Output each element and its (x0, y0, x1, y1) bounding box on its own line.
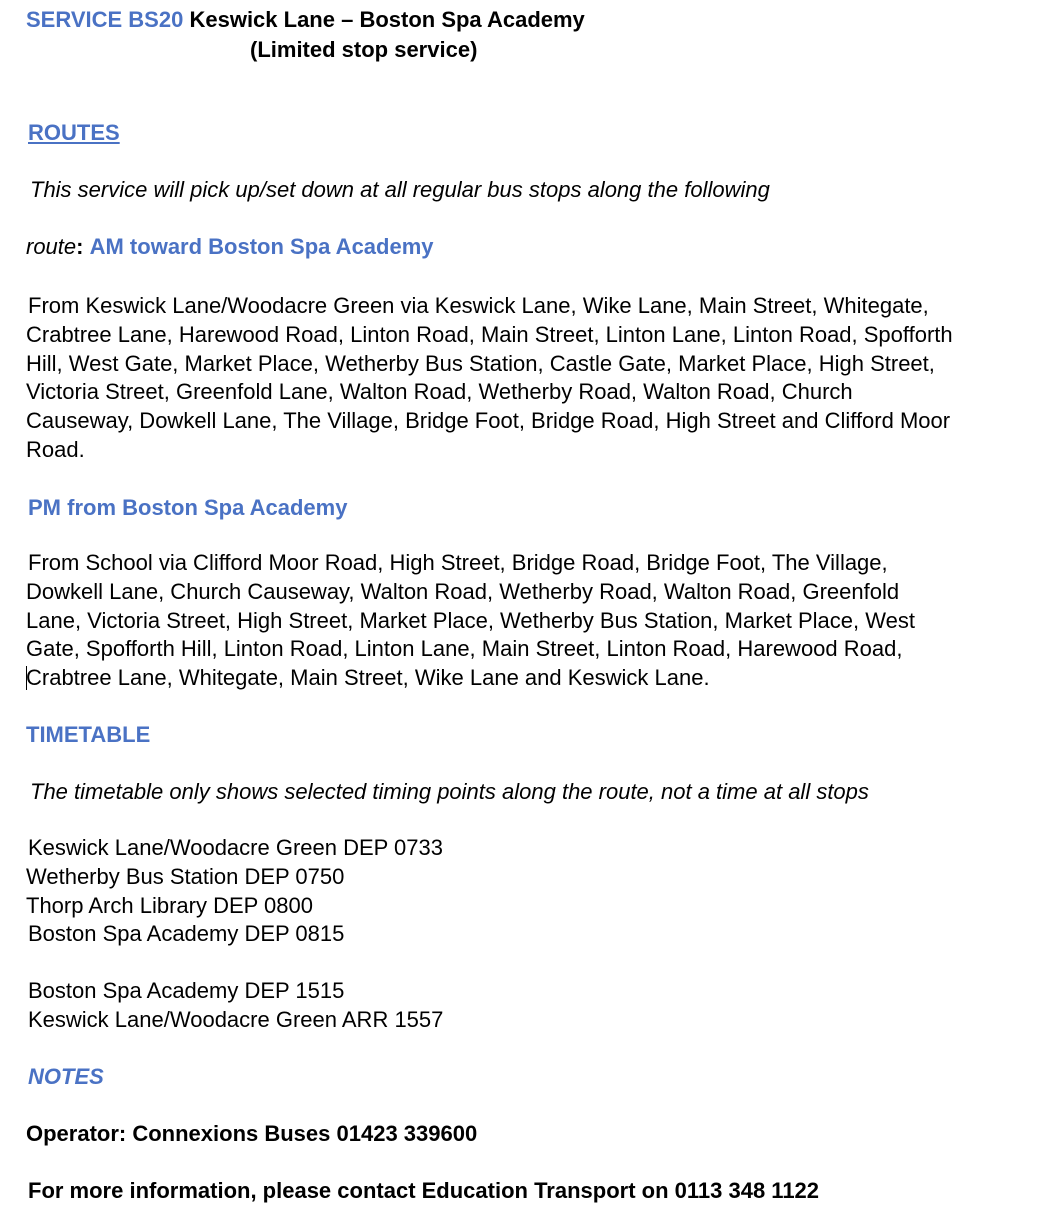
service-code: SERVICE BS20 (26, 7, 184, 32)
am-route-description (26, 292, 1040, 465)
notes-heading: NOTES (28, 1064, 104, 1089)
route-label: route (26, 234, 77, 259)
pm-route-line: Lane, Victoria Street, High Street, Market Place, Wetherby Bus Station, Market Place, West (26, 607, 915, 633)
am-route-line: Causeway, Dowkell Lane, The Village, Bridge Foot, Bridge Road, High Street and Clifford Moor (26, 408, 951, 434)
pm-route-line: Crabtree Lane, Whitegate, Main Street, Wike Lane and Keswick Lane. (26, 665, 710, 691)
pm-route-line: Gate, Spofforth Hill, Linton Road, Linton Lane, Main Street, Linton Road, Harewood Road, (26, 636, 903, 662)
am-timetable (26, 834, 1040, 949)
am-route-line: From Keswick Lane/Woodacre Green via Keswick Lane, Wike Lane, Main Street, Whitegate, (28, 293, 929, 318)
routes-heading: ROUTES (28, 120, 120, 145)
timetable-row: Keswick Lane/Woodacre Green ARR 1557 (28, 1006, 444, 1032)
am-heading: AM toward Boston Spa Academy (89, 234, 434, 259)
pm-route-line: From School via Clifford Moor Road, High Street, Bridge Road, Bridge Foot, The Village, (28, 550, 888, 575)
service-subtitle: (Limited stop service) (250, 37, 478, 62)
pm-timetable (26, 977, 1040, 1035)
timetable-heading: TIMETABLE (26, 722, 151, 747)
operator-info: Operator: Connexions Buses 01423 339600 (26, 1121, 478, 1146)
timetable-note: The timetable only shows selected timing points along the route, not a time at all stops (30, 779, 869, 804)
pm-route-line-with-cursor[interactable] (26, 664, 1040, 693)
route-colon: : (76, 234, 84, 259)
am-heading-line (26, 233, 434, 261)
route-title: Keswick Lane – Boston Spa Academy (189, 7, 585, 32)
am-route-line: Victoria Street, Greenfold Lane, Walton Road, Wetherby Road, Walton Road, Church (26, 379, 853, 405)
pm-route-line: Dowkell Lane, Church Causeway, Walton Road, Wetherby Road, Walton Road, Greenfold (26, 578, 900, 604)
timetable-row: Keswick Lane/Woodacre Green DEP 0733 (28, 835, 443, 860)
am-route-line: Crabtree Lane, Harewood Road, Linton Road, Main Street, Linton Lane, Linton Road, Spofforth (26, 321, 953, 347)
pm-route-description (26, 549, 1040, 693)
contact-info: For more information, please contact Education Transport on 0113 348 1122 (28, 1178, 820, 1203)
routes-intro: This service will pick up/set down at all regular bus stops along the following (30, 177, 770, 202)
am-route-line: Hill, West Gate, Market Place, Wetherby Bus Station, Castle Gate, Market Place, High Street, (26, 350, 935, 376)
pm-heading: PM from Boston Spa Academy (28, 495, 348, 520)
timetable-row: Wetherby Bus Station DEP 0750 (26, 863, 345, 889)
timetable-row: Boston Spa Academy DEP 0815 (28, 921, 345, 947)
service-title (26, 6, 585, 34)
timetable-row: Thorp Arch Library DEP 0800 (26, 892, 313, 918)
timetable-row: Boston Spa Academy DEP 1515 (28, 978, 345, 1003)
am-route-line: Road. (26, 436, 85, 462)
